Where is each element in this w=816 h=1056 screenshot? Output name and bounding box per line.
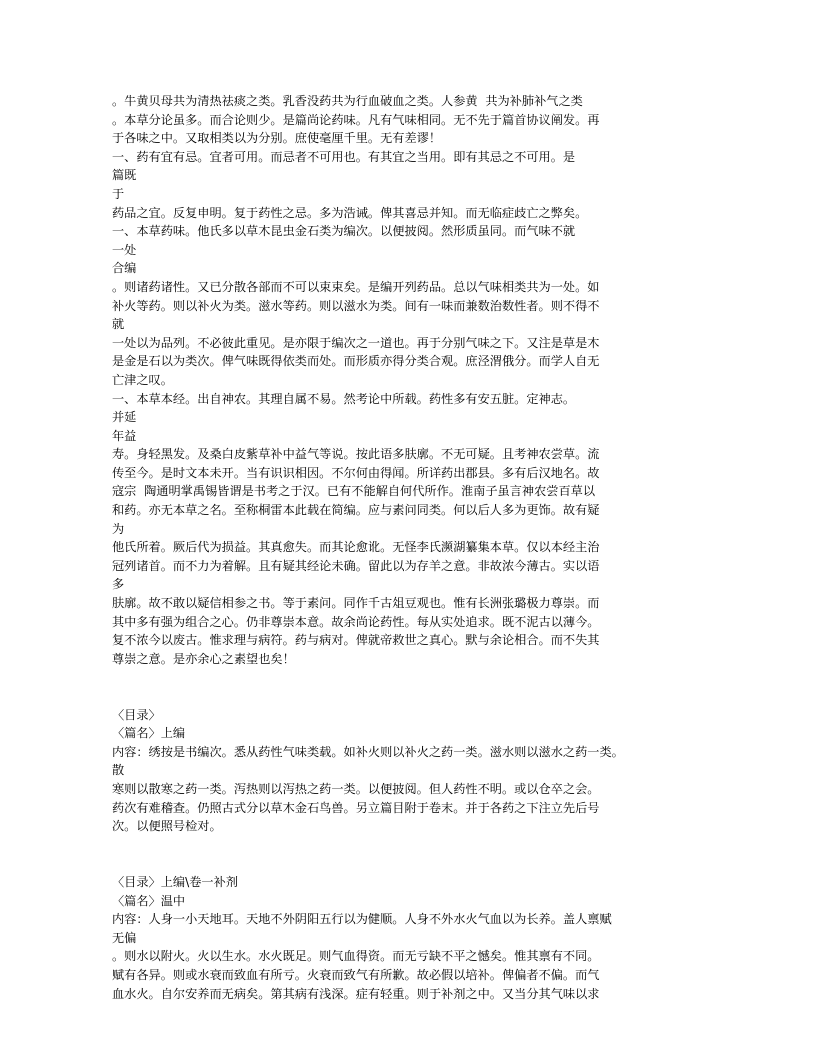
section-content-line: 药次有难稽查。仍照古式分以草木金石鸟兽。另立篇目附于卷末。并于各药之下注立先后号 (112, 800, 600, 815)
paragraph-line: 药品之宜。反复申明。复于药性之忌。多为浩诫。俾其喜忌并知。而无临症歧亡之弊矣。 (112, 205, 588, 220)
paragraph-line: 并延 (112, 410, 137, 425)
paragraph-line: 一、本草药味。他氏多以草木昆虫金石类为编次。以便披阅。然形质虽同。而气味不就 (112, 224, 576, 239)
paragraph-line: 合编 (112, 261, 137, 276)
section-subtitle: 〈篇名〉温中 (112, 893, 186, 908)
paragraph-line: 篇既 (112, 168, 137, 183)
spacer (112, 687, 720, 706)
paragraph-line: 一、本草本经。出自神农。其理自属不易。然考论中所载。药性多有安五脏。定神志。 (112, 391, 576, 406)
section-content-line: 散 (112, 763, 125, 778)
paragraph-line: 他氏所着。厥后代为损益。其真愈失。而其论愈讹。无怪李氏濒湖纂集本草。仅以本经主治 (112, 540, 600, 555)
paragraph-line: 是金是石以为类次。俾气味既得依类而处。而形质亦得分类合观。庶泾渭俄分。而学人自无 (112, 354, 600, 369)
paragraph-line: 寇宗 陶通明掌禹锡皆谓是书考之于汉。已有不能解自何代所作。淮南子虽言神农尝百草以 (112, 484, 596, 499)
section-content-line: 无偏 (112, 930, 137, 945)
paragraph-line: 补火等药。则以补火为类。滋水等药。则以滋水为类。间有一味而兼数治数性者。则不得不 (112, 298, 600, 313)
paragraph-line: 于各味之中。又取相类以为分别。庶使毫厘千里。无有差谬！ (112, 131, 442, 146)
paragraph-line: 其中多有强为组合之心。仍非尊崇本意。故余尚论药性。每从实处追求。既不泥古以薄今。 (112, 614, 600, 629)
section-content-line: 血水火。自尔安养而无病矣。第其病有浅深。症有轻重。则于补剂之中。又当分其气味以求 (112, 986, 600, 1001)
paragraph-line: 亡津之叹。 (112, 372, 173, 387)
spacer (112, 668, 720, 687)
paragraph-line: 。本草分论虽多。而合论则少。是篇尚论药味。凡有气味相同。无不先于篇首协议阐发。再 (112, 112, 600, 127)
paragraph-line: 一、药有宜有忌。宜者可用。而忌者不可用也。有其宜之当用。即有其忌之不可用。是 (112, 149, 576, 164)
paragraph-line: 肤廓。故不敢以疑信相参之书。等于素问。同作千古俎豆观也。惟有长洲张璐极力尊崇。而 (112, 596, 600, 611)
section-subtitle: 〈篇名〉上编 (112, 726, 186, 741)
paragraph-line: 就 (112, 317, 125, 332)
section-content-line: 次。以便照号检对。 (112, 819, 222, 834)
section-content-line: 。则水以附火。火以生水。水火既足。则气血得资。而无亏缺不平之憾矣。惟其禀有不同。 (112, 949, 600, 964)
section-content-line: 内容：绣按是书编次。悉从药性气味类载。如补火则以补火之药一类。滋水则以滋水之药一类。 (112, 744, 624, 759)
spacer (112, 854, 720, 873)
section-content-line: 寒则以散寒之药一类。泻热则以泻热之药一类。以便披阅。但人药性不明。或以仓卒之会。 (112, 781, 600, 796)
paragraph-line: 冠列诸首。而不力为着解。且有疑其经论未确。留此以为存羊之意。非故浓今薄古。实以语 (112, 558, 600, 573)
spacer (112, 836, 720, 855)
paragraph-line: 一处以为品列。不必彼此重见。是亦限于编次之一道也。再于分别气味之下。又注是草是木 (112, 335, 600, 350)
paragraph-line: 。则诸药诸性。又已分散各部而不可以束束矣。是编开列药品。总以气味相类共为一处。如 (112, 279, 600, 294)
paragraph-line: 于 (112, 186, 125, 201)
section-content-line: 内容：人身一小天地耳。天地不外阴阳五行以为健顺。人身不外水火气血以为长养。盖人禀赋 (112, 912, 612, 927)
paragraph-line: 为 (112, 521, 125, 536)
paragraph-line: 。牛黄贝母共为清热祛痰之类。乳香没药共为行血破血之类。人参黄 共为补肺补气之类 (112, 94, 583, 108)
document-body (112, 92, 720, 1003)
paragraph-line: 一处 (112, 242, 137, 257)
paragraph-line: 和药。亦无本草之名。至称桐雷本此载在简编。应与素问同类。何以后人多为更饰。故有疑 (112, 503, 600, 518)
paragraph-line: 寿。身轻黑发。及桑白皮紫草补中益气等说。按此语多肤廓。不无可疑。且考神农尝草。流 (112, 447, 600, 462)
paragraph-line: 多 (112, 577, 125, 592)
paragraph-line: 传至今。是时文本未开。当有识识相因。不尔何由得闻。所详药出郡县。多有后汉地名。故 (112, 465, 600, 480)
paragraph-line: 年益 (112, 428, 137, 443)
section-title: 〈目录〉上编\卷一补剂 (112, 874, 238, 889)
section-content-line: 赋有各异。则或水衰而致血有所亏。火衰而致气有所歉。故必假以培补。俾偏者不偏。而气 (112, 967, 600, 982)
paragraph-line: 复不浓今以废古。惟求理与病符。药与病对。俾就帝救世之真心。默与余论相合。而不失其 (112, 633, 600, 648)
section-title: 〈目录〉 (112, 707, 161, 722)
paragraph-line: 尊崇之意。是亦余心之素望也矣！ (112, 651, 295, 666)
